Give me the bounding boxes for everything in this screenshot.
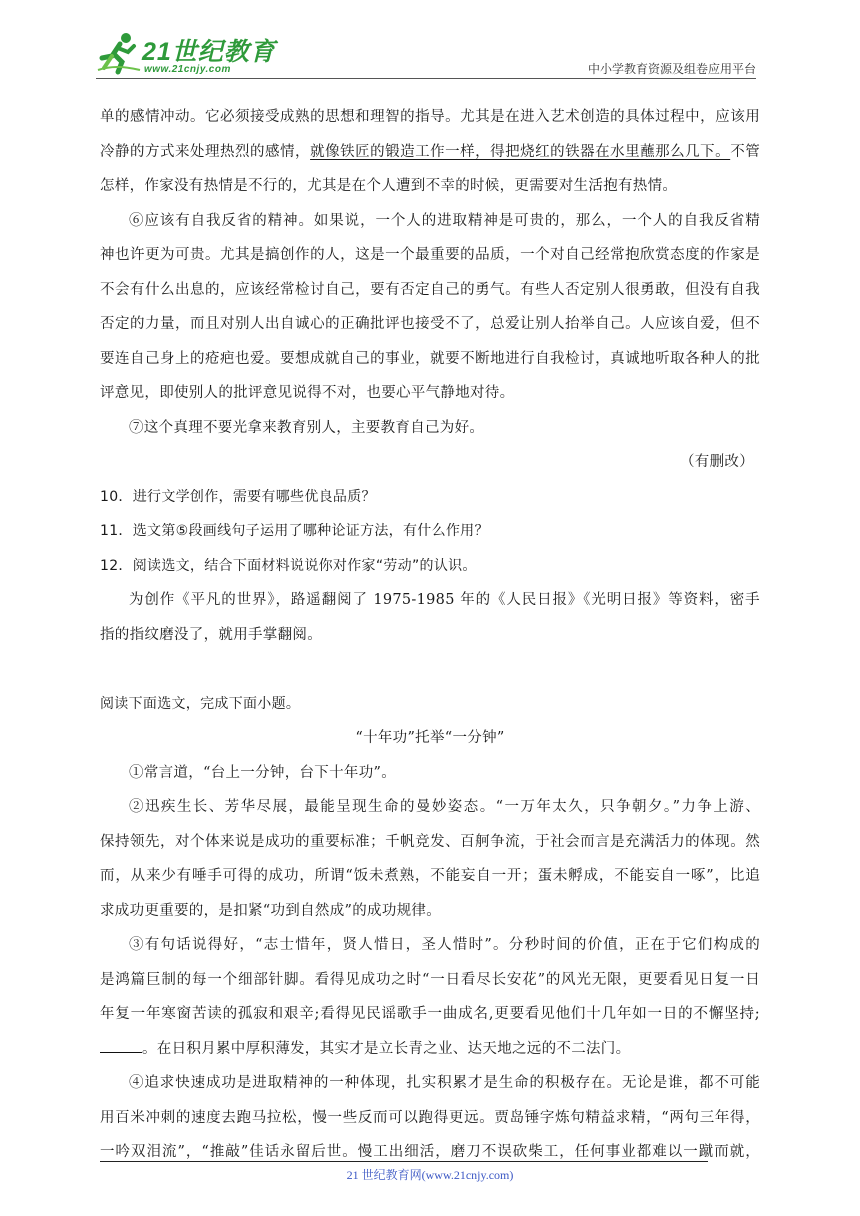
header-divider bbox=[96, 78, 756, 79]
passage1-p6-line6: 评意见，即使别人的批评意见说得不对，也要心平气静地对待。 bbox=[100, 385, 515, 401]
passage1-p5-line3: 怎样，作家没有热情是不行的，尤其是在个人遭到不幸的时候，更需要对生活抱有热情。 bbox=[100, 178, 678, 194]
material-line1: 为创作《平凡的世界》，路遥翻阅了 1975-1985 年的《人民日报》《光明日报》等资料，密手 bbox=[129, 592, 760, 608]
passage2-p2-line1: ②迅疾生长、芳华尽展，最能呈现生命的曼妙姿态。“一万年太久，只争朝夕。”力争上游、 bbox=[129, 799, 760, 815]
fill-in-blank bbox=[100, 1038, 142, 1053]
passage2-intro: 阅读下面选文，完成下面小题。 bbox=[100, 695, 301, 712]
passage2-p3-line2: 是鸿篇巨制的每一个细部针脚。看得见成功之时“一日看尽长安花”的风光无限，更要看见日复一日 bbox=[100, 971, 760, 988]
passage1-p6-line3: 不会有什么出息的，应该经常检讨自己，要有否定自己的勇气。有些人否定别人很勇敢，但没有自我 bbox=[100, 281, 760, 298]
passage2-p4-line2: 用百米冲刺的速度去跑马拉松，慢一些反而可以跑得更远。贾岛锤字炼句精益求精，“两句三年得， bbox=[100, 1109, 760, 1126]
logo-url: www.21cnjy.com bbox=[144, 64, 231, 75]
underlined-sentence: 就像铁匠的锻造工作一样，得把烧红的铁器在水里蘸那么几下。 bbox=[310, 143, 731, 160]
passage1-p5-line2 bbox=[100, 135, 760, 170]
passage2-p3-line4 bbox=[100, 1032, 760, 1067]
passage2-p1: ①常言道，“台上一分钟，台下十年功”。 bbox=[129, 764, 397, 781]
passage2-p3-line3: 年复一年寒窗苦读的孤寂和艰辛;看得见民谣歌手一曲成名,更要看见他们十几年如一日的不懈坚持; bbox=[100, 1006, 760, 1022]
section-gap bbox=[100, 652, 760, 687]
passage1-p6-line5: 要连自己身上的疮疤也爱。要想成就自己的事业，就要不断地进行自我检讨，真诚地听取各种人的批 bbox=[100, 350, 760, 367]
site-logo bbox=[96, 30, 276, 76]
document-body bbox=[100, 100, 760, 1170]
runner-logo-icon bbox=[96, 30, 142, 76]
edit-note: （有删改） bbox=[680, 454, 754, 470]
passage2-title: “十年功”托举“一分钟” bbox=[355, 730, 505, 746]
question-10: 10．进行文学创作，需要有哪些优良品质？ bbox=[100, 488, 376, 505]
passage1-p5-line1: 单的感情冲动。它必须接受成熟的思想和理智的指导。尤其是在进入艺术创造的具体过程中，应该用 bbox=[100, 109, 760, 125]
p5-text-b: 不管 bbox=[730, 143, 760, 160]
passage2-p3-line1: ③有句话说得好，“志士惜年，贤人惜日，圣人惜时”。分秒时间的价值，正在于它们构成的 bbox=[129, 937, 760, 953]
page-header bbox=[0, 0, 860, 82]
question-11: 11．选文第⑤段画线句子运用了哪种论证方法，有什么作用？ bbox=[100, 523, 489, 539]
passage1-p6-line4: 否定的力量，而且对别人出自诚心的正确批评也接受不了，总爱让别人抬举自己。人应该自爱，但不 bbox=[100, 316, 760, 332]
question-12: 12．阅读选文，结合下面材料说说你对作家“劳动”的认识。 bbox=[100, 557, 477, 574]
passage2-p4-line1: ④追求快速成功是进取精神的一种体现，扎实积累才是生命的积极存在。无论是谁，都不可能 bbox=[129, 1075, 760, 1091]
passage1-p6-line2: 神也许更为可贵。尤其是搞创作的人，这是一个最重要的品质，一个对自己经常抱欣赏态度的作家是 bbox=[100, 247, 760, 263]
platform-name: 中小学教育资源及组卷应用平台 bbox=[587, 62, 756, 76]
page-footer: 21 世纪教育网(www.21cnjy.com) bbox=[346, 1168, 514, 1182]
passage2-p2-line4: 求成功更重要的，是扣紧“功到自然成”的成功规律。 bbox=[100, 902, 442, 919]
p3-line4-text: 。在日积月累中厚积薄发，其实才是立长青之业、达天地之远的不二法门。 bbox=[142, 1040, 631, 1057]
passage2-p2-line3: 而，从来少有唾手可得的成功，所谓“饭未煮熟，不能妄自一开；蛋未孵成，不能妄自一啄”，比追 bbox=[100, 868, 760, 884]
p5-text-a: 冷静的方式来处理热烈的感情， bbox=[100, 143, 311, 160]
passage2-p2-line2: 保持领先，对个体来说是成功的重要标准；千帆竞发、百舸争流，于社会而言是充满活力的体现。然 bbox=[100, 833, 760, 850]
material-line2: 指的指纹磨没了，就用手掌翻阅。 bbox=[100, 626, 322, 643]
passage1-p6-line1: ⑥应该有自我反省的精神。如果说，一个人的进取精神是可贵的，那么，一个人的自我反省精 bbox=[129, 212, 760, 229]
footer-divider bbox=[100, 1161, 708, 1162]
passage2-p4-line3: 一吟双泪流”，“推敲”佳话永留后世。慢工出细活，磨刀不误砍柴工，任何事业都难以一蹴而就， bbox=[100, 1144, 760, 1160]
passage1-p7: ⑦这个真理不要光拿来教育别人，主要教育自己为好。 bbox=[129, 419, 485, 436]
logo-text: 21世纪教育 bbox=[142, 38, 276, 66]
